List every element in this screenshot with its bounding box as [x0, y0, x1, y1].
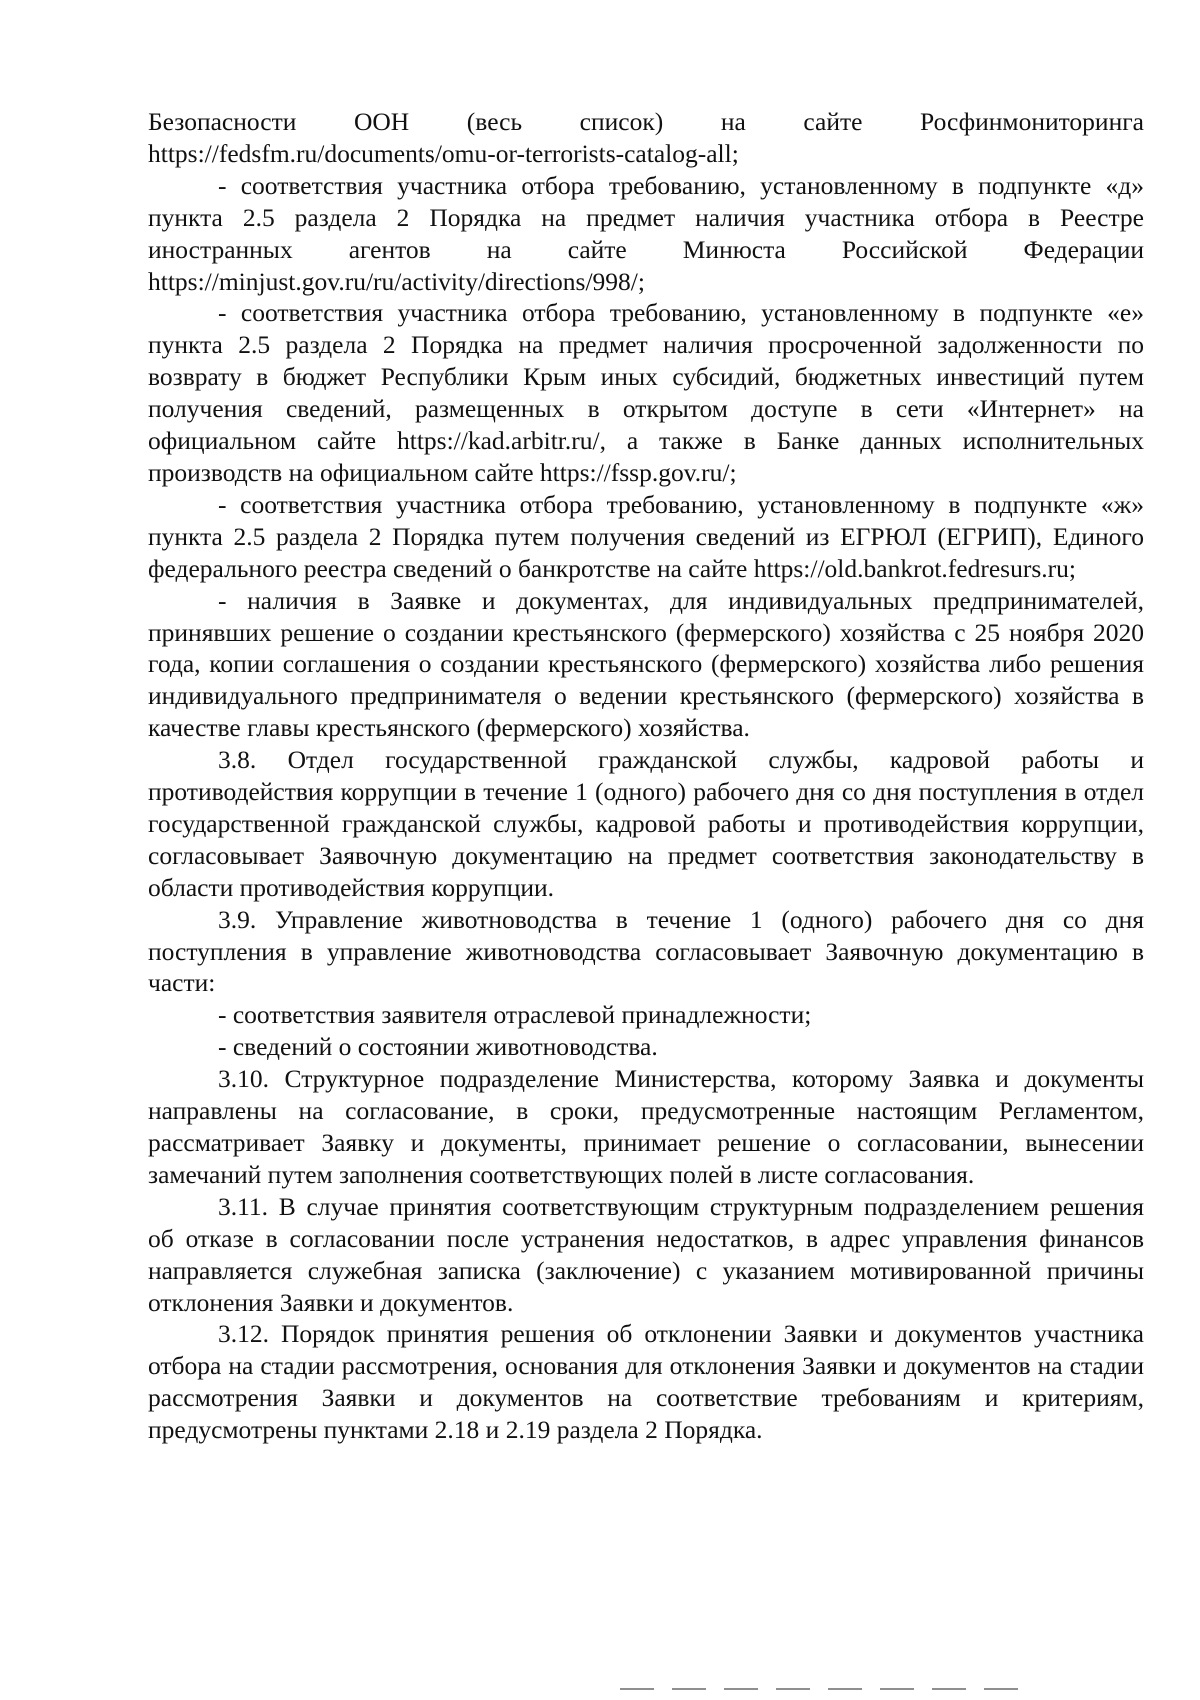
paragraph-foreign-agents-check: - соответствия участника отбора требованию, установленному в подпункте «д» пункта 2.5 раздела 2 Порядка на предмет наличия участника отбора в Реестре иностранных агентов на сайте Минюста Российской Федерации https://minjust.gov.ru/ru/activity/directions/998/;: [148, 170, 1144, 296]
scan-mark: [828, 1688, 862, 1690]
paragraph-3-9: 3.9. Управление животноводства в течение 1 (одного) рабочего дня со дня поступления в управление животноводства согласовывает Заявочную документацию в части:: [148, 904, 1144, 998]
scan-mark: [672, 1688, 706, 1690]
paragraph-3-10: 3.10. Структурное подразделение Министерства, которому Заявка и документы направлены на согласование, в сроки, предусмотренные настоящим Регламентом, рассматривает Заявку и документы, принимает решение о согласовании, вынесении замечаний путем заполнения соответствующих полей в листе согласования.: [148, 1064, 1144, 1189]
paragraph-sanctions-list-continuation: Безопасности ООН (весь список) на сайте Росфинмониторинга https://fedsfm.ru/documents/omu-or-terrorists-catalog-all;: [148, 107, 1144, 168]
scan-mark: [880, 1688, 914, 1690]
scan-edge-marks: [620, 1688, 1140, 1690]
scan-mark: [724, 1688, 758, 1690]
paragraph-3-12: 3.12. Порядок принятия решения об отклонении Заявки и документов участника отбора на стадии рассмотрения, основания для отклонения Заявки и документов на стадии рассмотрения Заявки и документов на соответствие требованиям и критериям, предусмотрены пунктами 2.18 и 2.19 раздела 2 Порядка.: [148, 1319, 1144, 1445]
scan-mark: [932, 1688, 966, 1690]
list-item-sector-compliance: - соответствия заявителя отраслевой принадлежности;: [218, 1000, 812, 1030]
scan-mark: [984, 1688, 1018, 1690]
scan-mark: [776, 1688, 810, 1690]
paragraph-farm-agreement-check: - наличия в Заявке и документах, для индивидуальных предпринимателей, принявших решение о создании крестьянского (фермерского) хозяйства с 25 ноября 2020 года, копии соглашения о создании крестьянского (фермерского) хозяйства либо решения индивидуального предпринимателя о ведении крестьянского (фермерского) хозяйства в качестве главы крестьянского (фермерского) хозяйства.: [148, 585, 1144, 743]
scan-mark: [620, 1688, 654, 1690]
document-page: [148, 106, 1144, 1446]
list-item-livestock-state: - сведений о состоянии животноводства.: [218, 1032, 658, 1062]
paragraph-3-8: 3.8. Отдел государственной гражданской службы, кадровой работы и противодействия коррупции в течение 1 (одного) рабочего дня со дня поступления в отдел государственной гражданской службы, кадровой работы и противодействия коррупции, согласовывает Заявочную документацию на предмет соответствия законодательству в области противодействия коррупции.: [148, 745, 1144, 902]
paragraph-overdue-debt-check: - соответствия участника отбора требованию, установленному в подпункте «е» пункта 2.5 раздела 2 Порядка на предмет наличия просроченной задолженности по возврату в бюджет Республики Крым иных субсидий, бюджетных инвестиций путем получения сведений, размещенных в открытом доступе в сети «Интернет» на официальном сайте https://kad.arbitr.ru/, а также в Банке данных исполнительных производств на официальном сайте https://fssp.gov.ru/;: [148, 298, 1144, 487]
paragraph-3-11: 3.11. В случае принятия соответствующим структурным подразделением решения об отказе в согласовании после устранения недостатков, в адрес управления финансов направляется служебная записка (заключение) с указанием мотивированной причины отклонения Заявки и документов.: [148, 1191, 1144, 1317]
paragraph-bankruptcy-check: - соответствия участника отбора требованию, установленному в подпункте «ж» пункта 2.5 раздела 2 Порядка путем получения сведений из ЕГРЮЛ (ЕГРИП), Единого федерального реестра сведений о банкротстве на сайте https://old.bankrot.fedresurs.ru;: [148, 489, 1144, 583]
